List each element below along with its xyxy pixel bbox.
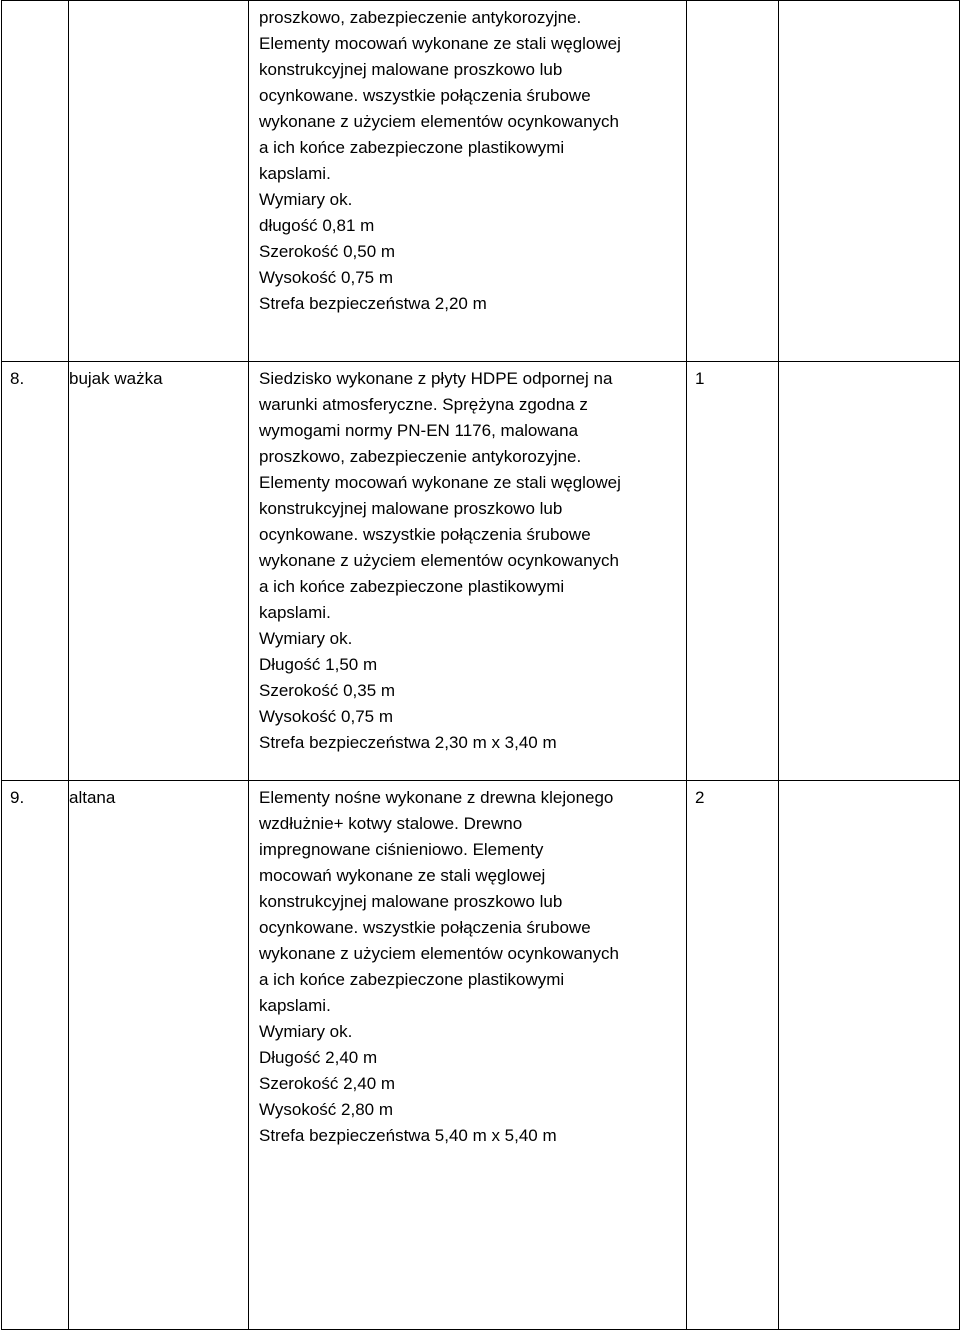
description-cell [249,1,687,362]
description-line: kapslami. [259,603,331,622]
description-cell [249,781,687,1330]
description-line: mocowań wykonane ze stali węglowej [259,866,546,885]
description-line: kapslami. [259,164,331,183]
item-name-cell: altana [69,781,249,1330]
table-row [2,362,960,781]
description-line: ocynkowane. wszystkie połączenia śrubowe [259,918,591,937]
description-line: wzdłużnie+ kotwy stalowe. Drewno [259,814,523,833]
table-row [2,781,960,1330]
description-line: Elementy nośne wykonane z drewna klejonego [259,788,614,807]
description-line: długość 0,81 m [259,216,375,235]
empty-cell [779,362,960,781]
description-line: konstrukcyjnej malowane proszkowo lub [259,499,563,518]
description-line: kapslami. [259,996,331,1015]
description-line: Szerokość 2,40 m [259,1074,396,1093]
description-line: a ich końce zabezpieczone plastikowymi [259,970,565,989]
description-line: impregnowane ciśnieniowo. Elementy [259,840,544,859]
description-line: Wysokość 0,75 m [259,268,393,287]
description-line: Długość 2,40 m [259,1048,378,1067]
row-number-cell [2,1,69,362]
description-line: Strefa bezpieczeństwa 2,30 m x 3,40 m [259,733,557,752]
description-line: Szerokość 0,50 m [259,242,396,261]
empty-cell [779,781,960,1330]
description-line: konstrukcyjnej malowane proszkowo lub [259,892,563,911]
empty-cell [779,1,960,362]
description-line: konstrukcyjnej malowane proszkowo lub [259,60,563,79]
description-line: Wymiary ok. [259,190,353,209]
description-line: proszkowo, zabezpieczenie antykorozyjne. [259,447,582,466]
description-line: warunki atmosferyczne. Sprężyna zgodna z [259,395,588,414]
description-text [249,781,686,1149]
description-line: Elementy mocowań wykonane ze stali węglowej [259,34,621,53]
description-line: a ich końce zabezpieczone plastikowymi [259,138,565,157]
description-cell [249,362,687,781]
description-line: wykonane z użyciem elementów ocynkowanych [259,112,620,131]
description-text [249,1,686,317]
description-line: Wysokość 2,80 m [259,1100,393,1119]
description-line: Wymiary ok. [259,1022,353,1041]
quantity-cell: 1 [687,362,779,781]
description-line: ocynkowane. wszystkie połączenia śrubowe [259,525,591,544]
description-line: Wymiary ok. [259,629,353,648]
item-name-cell: bujak ważka [69,362,249,781]
description-line: Wysokość 0,75 m [259,707,393,726]
quantity-cell: 2 [687,781,779,1330]
description-line: Strefa bezpieczeństwa 2,20 m [259,294,487,313]
description-line: Długość 1,50 m [259,655,378,674]
item-name-cell [69,1,249,362]
description-line: Elementy mocowań wykonane ze stali węglowej [259,473,621,492]
description-text [249,362,686,756]
description-line: a ich końce zabezpieczone plastikowymi [259,577,565,596]
description-line: proszkowo, zabezpieczenie antykorozyjne. [259,8,582,27]
quantity-cell [687,1,779,362]
row-number-cell: 8. [2,362,69,781]
description-line: Siedzisko wykonane z płyty HDPE odpornej na [259,369,613,388]
description-line: ocynkowane. wszystkie połączenia śrubowe [259,86,591,105]
description-line: wykonane z użyciem elementów ocynkowanych [259,551,620,570]
description-line: Strefa bezpieczeństwa 5,40 m x 5,40 m [259,1126,557,1145]
description-line: Szerokość 0,35 m [259,681,396,700]
row-number-cell: 9. [2,781,69,1330]
table-row [2,1,960,362]
equipment-spec-table [1,0,960,1330]
description-line: wykonane z użyciem elementów ocynkowanych [259,944,620,963]
description-line: wymogami normy PN-EN 1176, malowana [259,421,579,440]
